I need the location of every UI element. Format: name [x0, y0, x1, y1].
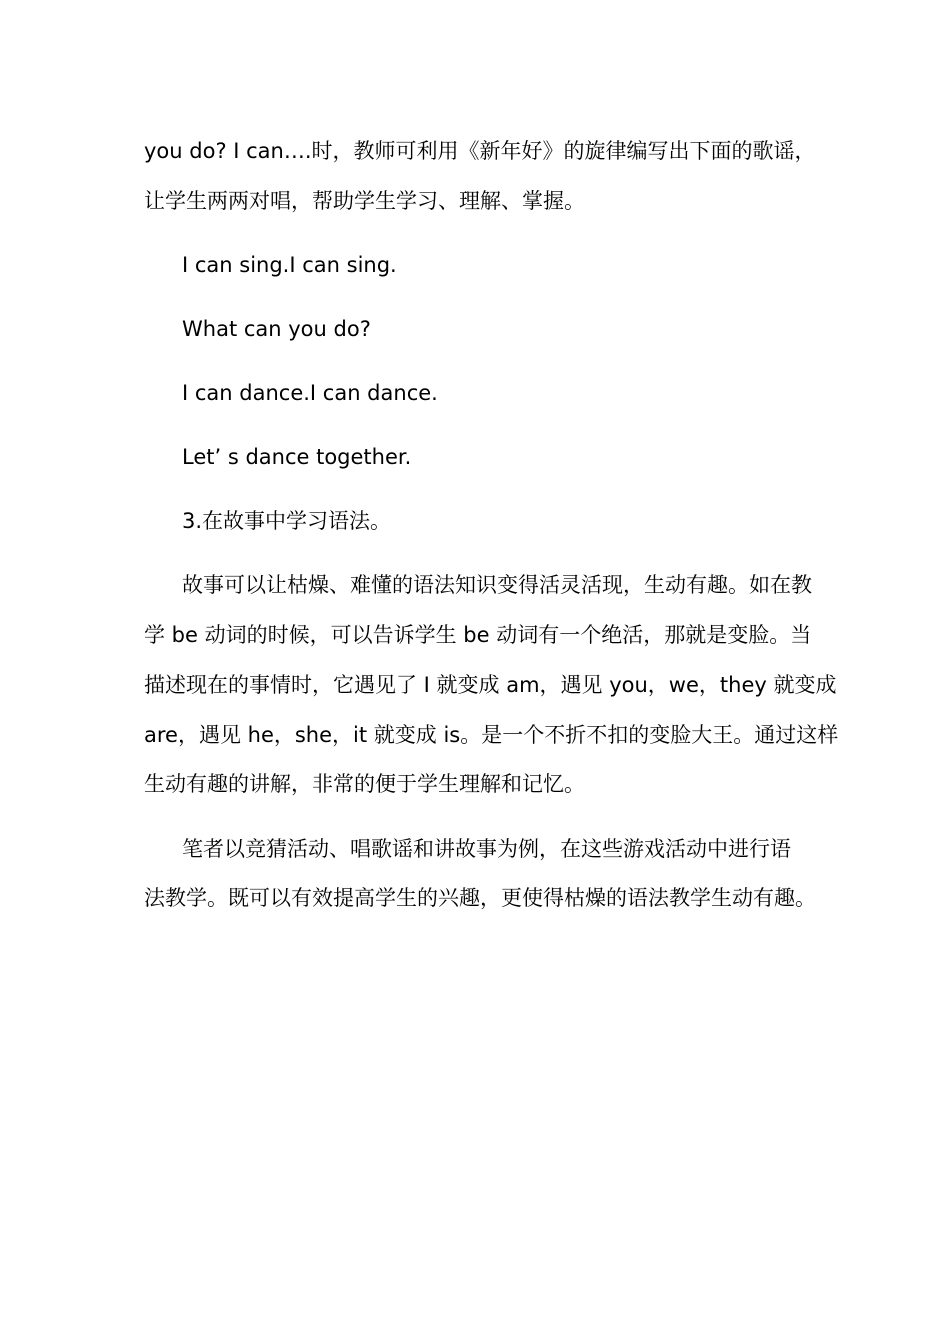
- song-lyric-line: I can dance.I can dance.: [182, 381, 438, 405]
- song-lyric-line: I can sing.I can sing.: [182, 253, 397, 277]
- paragraph-line: 故事可以让枯燥、难懂的语法知识变得活灵活现，生动有趣。如在教: [182, 573, 812, 597]
- section-heading: 3.在故事中学习语法。: [182, 509, 392, 533]
- song-lyric-line: Let’ s dance together.: [182, 445, 412, 469]
- song-lyric-line: What can you do?: [182, 317, 371, 341]
- paragraph-line: 生动有趣的讲解，非常的便于学生理解和记忆。: [144, 772, 585, 796]
- paragraph-line: 法教学。既可以有效提高学生的兴趣，更使得枯燥的语法教学生动有趣。: [144, 886, 816, 910]
- paragraph-line: 让学生两两对唱，帮助学生学习、理解、掌握。: [144, 189, 585, 213]
- paragraph-line: you do? I can….时，教师可利用《新年好》的旋律编写出下面的歌谣，: [144, 139, 816, 163]
- paragraph-line: 笔者以竞猜活动、唱歌谣和讲故事为例，在这些游戏活动中进行语: [182, 837, 791, 861]
- paragraph-line: 学 be 动词的时候，可以告诉学生 be 动词有一个绝活，那就是变脸。当: [144, 623, 812, 647]
- paragraph-line: are，遇见 he，she，it 就变成 is。是一个不折不扣的变脸大王。通过这样: [144, 723, 839, 747]
- paragraph-line: 描述现在的事情时，它遇见了 I 就变成 am，遇见 you，we，they 就变成: [144, 673, 837, 697]
